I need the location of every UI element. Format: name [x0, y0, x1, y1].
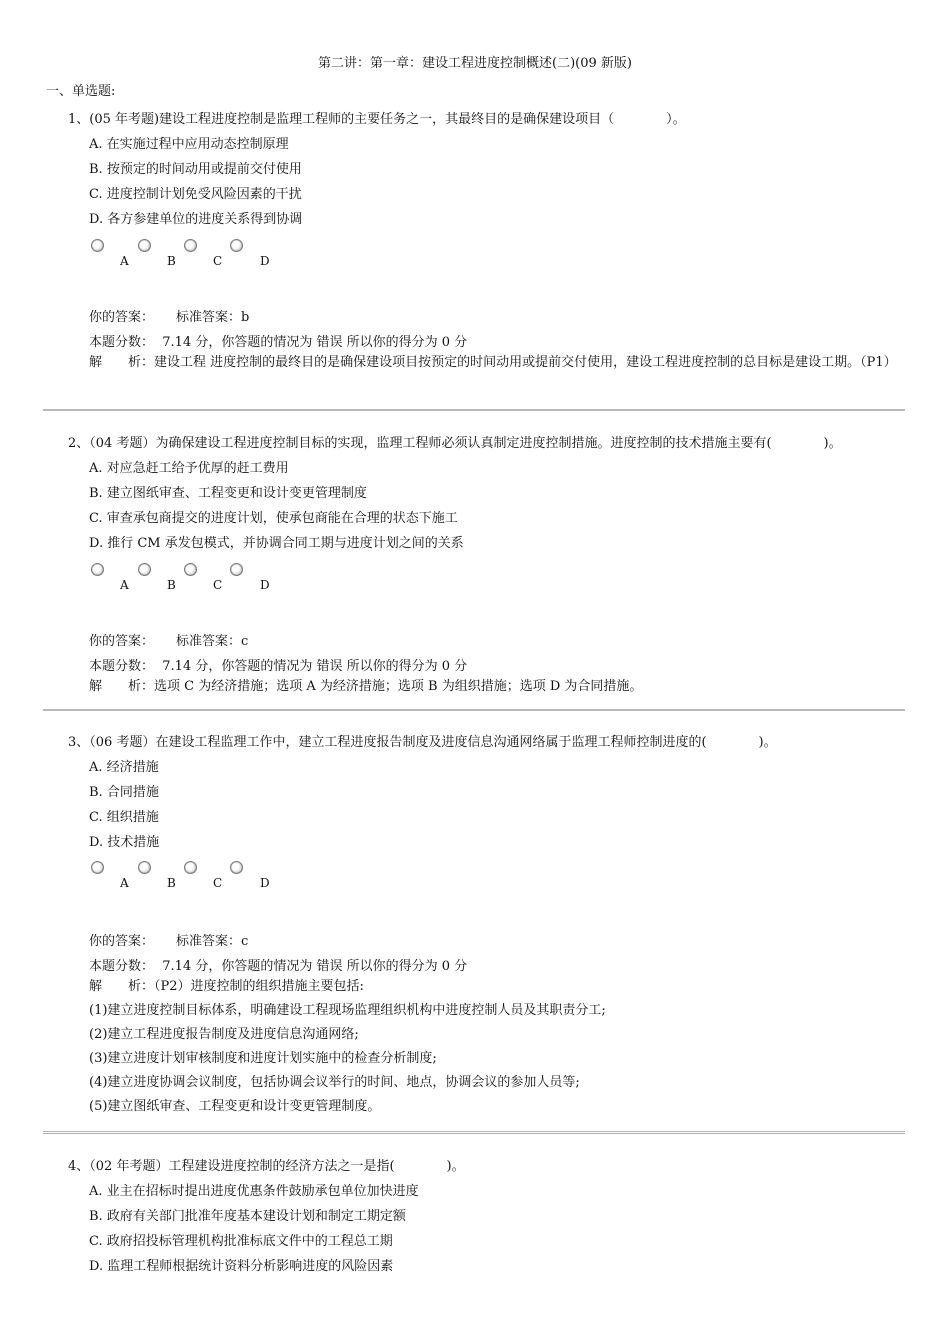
radio-b[interactable] [138, 563, 151, 576]
standard-answer: c [241, 634, 249, 649]
option-b: B. 合同措施 [89, 785, 159, 800]
radio-c[interactable] [184, 563, 197, 576]
question-stem: 4、（02 年考题）工程建设进度控制的经济方法之一是指( )。 [68, 1159, 465, 1174]
option-c: C. 进度控制计划免受风险因素的干扰 [89, 187, 302, 202]
radio-label-a: A [120, 876, 129, 890]
question-stem: 1、(05 年考题)建设工程进度控制是监理工程师的主要任务之一，其最终目的是确保建设项目（ ）。 [68, 112, 686, 127]
radio-c[interactable] [184, 861, 197, 874]
your-answer-label: 你的答案： [89, 310, 155, 325]
option-a: A. 业主在招标时提出进度优惠条件鼓励承包单位加快进度 [89, 1184, 419, 1199]
standard-answer-label: 标准答案： [176, 310, 242, 325]
explanation-item: (2)建立工程进度报告制度及进度信息沟通网络; [89, 1027, 359, 1042]
radio-d[interactable] [230, 239, 243, 252]
radio-label-c: C [213, 876, 223, 890]
divider [43, 1131, 905, 1135]
score-label: 本题分数： [89, 659, 155, 674]
explanation-text: 建设工程 进度控制的最终目的是确保建设项目按预定的时间动用或提前交付使用，建设工程进度控制的总目标是建设工期。（P1） [154, 355, 897, 370]
radio-a[interactable] [91, 239, 104, 252]
option-c: C. 审查承包商提交的进度计划，使承包商能在合理的状态下施工 [89, 511, 458, 526]
option-a: A. 经济措施 [89, 760, 159, 775]
option-d: D. 监理工程师根据统计资料分析影响进度的风险因素 [89, 1259, 394, 1274]
radio-label-b: B [167, 578, 176, 592]
explanation [89, 675, 907, 699]
question-stem: 2、（04 考题）为确保建设工程进度控制目标的实现，监理工程师必须认真制定进度控制措施。进度控制的技术措施主要有( )。 [68, 436, 842, 451]
explanation-item: (1)建立进度控制目标体系，明确建设工程现场监理组织机构中进度控制人员及其职责分工; [89, 1003, 606, 1018]
option-a: A. 在实施过程中应用动态控制原理 [89, 137, 289, 152]
score-text: 7.14 分，你答题的情况为 错误 所以你的得分为 0 分 [162, 959, 468, 974]
standard-answer-label: 标准答案： [176, 934, 242, 949]
radio-label-c: C [213, 578, 223, 592]
your-answer-label: 你的答案： [89, 934, 155, 949]
option-c: C. 政府招投标管理机构批准标底文件中的工程总工期 [89, 1234, 393, 1249]
explanation-text: （P2）进度控制的组织措施主要包括: [154, 979, 364, 994]
your-answer-label: 你的答案： [89, 634, 155, 649]
page-title: 第二讲：第一章：建设工程进度控制概述(二)(09 新版) [318, 56, 632, 71]
radio-label-a: A [120, 254, 129, 268]
radio-a[interactable] [91, 563, 104, 576]
radio-label-b: B [167, 876, 176, 890]
explanation [89, 351, 907, 375]
standard-answer: c [241, 934, 249, 949]
analysis-label: 解 析： [89, 979, 155, 994]
score-line [89, 955, 467, 974]
score-line [89, 655, 467, 674]
score-label: 本题分数： [89, 959, 155, 974]
radio-label-c: C [213, 254, 223, 268]
analysis-label: 解 析： [89, 679, 155, 694]
option-b: B. 建立图纸审查、工程变更和设计变更管理制度 [89, 486, 367, 501]
radio-a[interactable] [91, 861, 104, 874]
radio-label-b: B [167, 254, 176, 268]
standard-answer: b [241, 310, 250, 325]
answer-line [89, 306, 249, 325]
explanation-text: 选项 C 为经济措施；选项 A 为经济措施；选项 B 为组织措施；选项 D 为合同措施。 [154, 679, 643, 694]
option-d: D. 技术措施 [89, 835, 160, 850]
score-line [89, 331, 467, 350]
option-c: C. 组织措施 [89, 810, 159, 825]
explanation-item: (4)建立进度协调会议制度，包括协调会议举行的时间、地点，协调会议的参加人员等; [89, 1075, 580, 1090]
radio-label-d: D [260, 876, 270, 890]
option-d: D. 推行 CM 承发包模式，并协调合同工期与进度计划之间的关系 [89, 536, 464, 551]
score-text: 7.14 分，你答题的情况为 错误 所以你的得分为 0 分 [162, 659, 468, 674]
radio-b[interactable] [138, 861, 151, 874]
analysis-label: 解 析： [89, 355, 155, 370]
radio-label-d: D [260, 254, 270, 268]
score-text: 7.14 分，你答题的情况为 错误 所以你的得分为 0 分 [162, 335, 468, 350]
radio-label-a: A [120, 578, 129, 592]
divider [43, 709, 905, 711]
radio-d[interactable] [230, 861, 243, 874]
question-stem: 3、（06 考题）在建设工程监理工作中，建立工程进度报告制度及进度信息沟通网络属于监理工程师控制进度的( )。 [68, 735, 777, 750]
radio-label-d: D [260, 578, 270, 592]
explanation [89, 975, 907, 1119]
explanation-item: (3)建立进度计划审核制度和进度计划实施中的检查分析制度; [89, 1051, 437, 1066]
explanation-item: (5)建立图纸审查、工程变更和设计变更管理制度。 [89, 1099, 381, 1114]
option-a: A. 对应急赶工给予优厚的赶工费用 [89, 461, 289, 476]
radio-b[interactable] [138, 239, 151, 252]
option-d: D. 各方参建单位的进度关系得到协调 [89, 212, 303, 227]
divider [43, 409, 905, 411]
score-label: 本题分数： [89, 335, 155, 350]
section-title: 一、单选题: [46, 84, 116, 99]
option-b: B. 按预定的时间动用或提前交付使用 [89, 162, 302, 177]
radio-d[interactable] [230, 563, 243, 576]
option-b: B. 政府有关部门批准年度基本建设计划和制定工期定额 [89, 1209, 406, 1224]
answer-line [89, 930, 248, 949]
standard-answer-label: 标准答案： [176, 634, 242, 649]
radio-c[interactable] [184, 239, 197, 252]
answer-line [89, 630, 248, 649]
